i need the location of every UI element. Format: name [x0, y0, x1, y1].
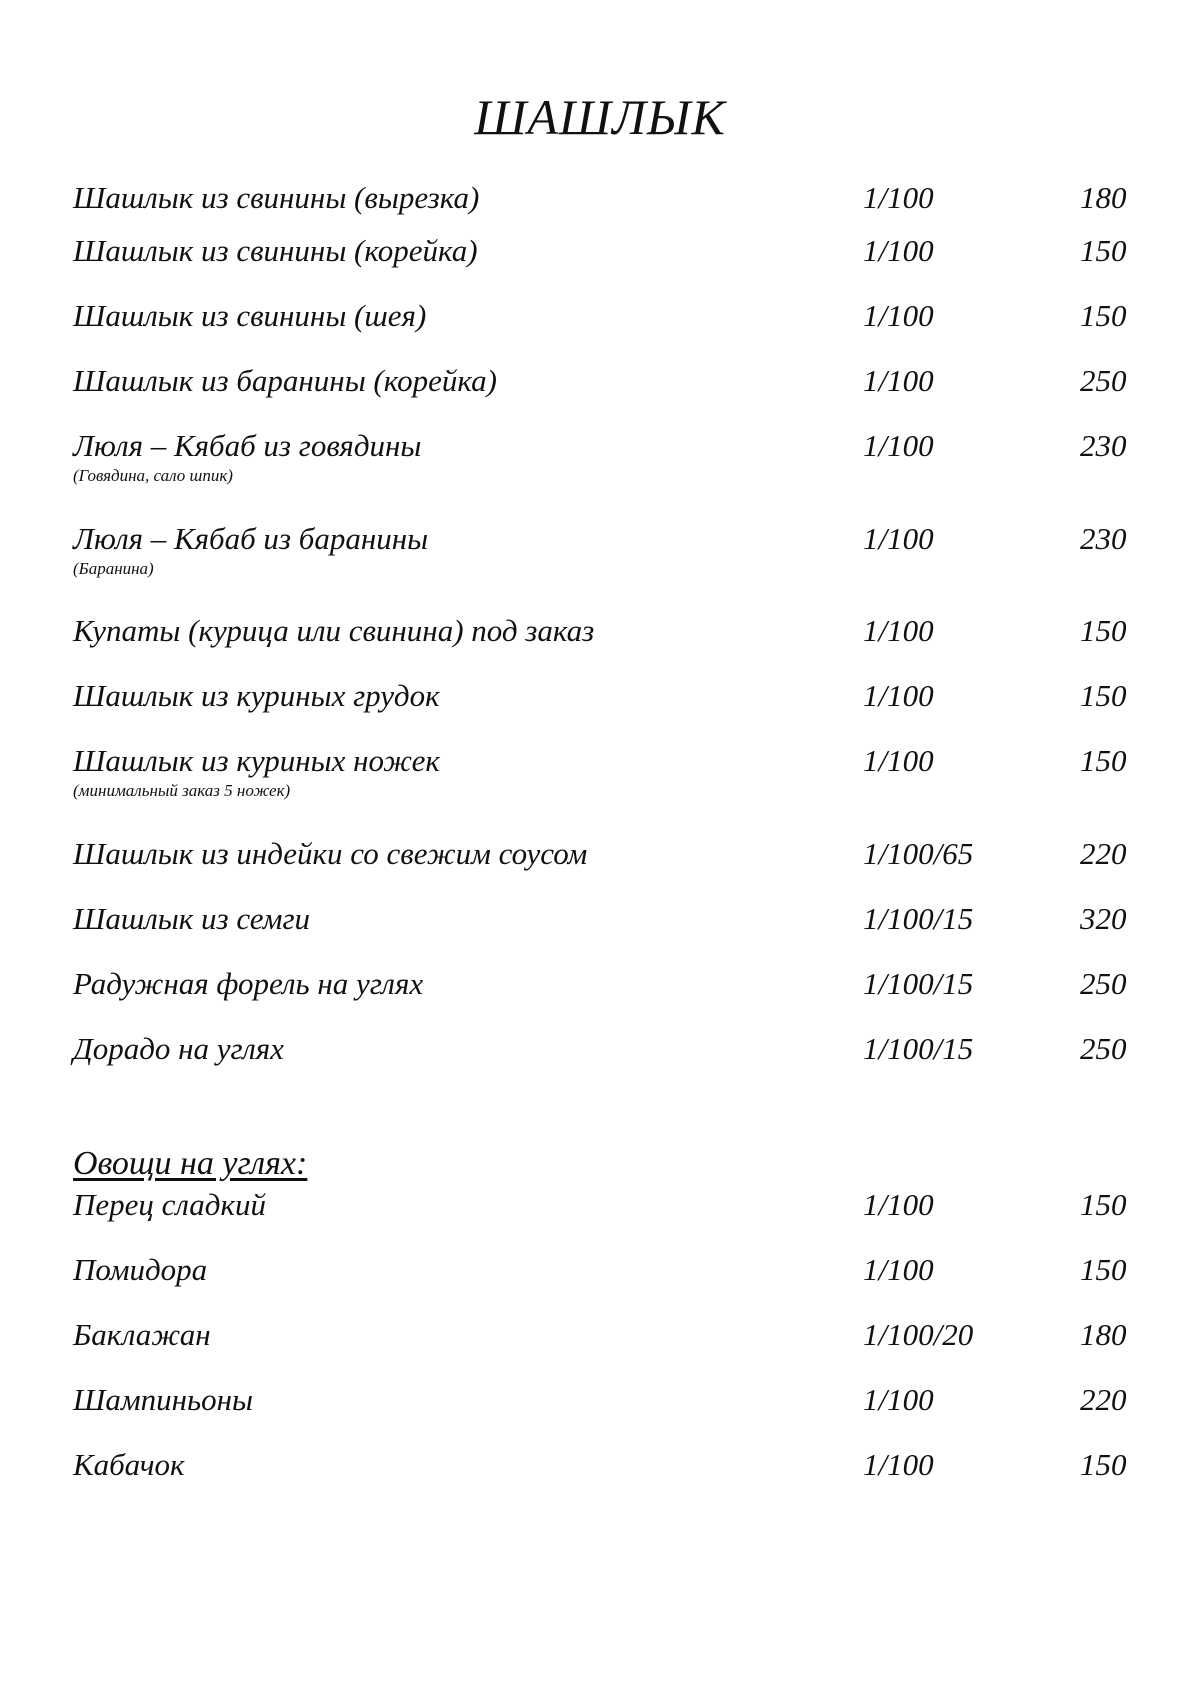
menu-item — [0, 1382, 1200, 1422]
item-name: Помидора — [73, 1252, 208, 1287]
item-price: 220 — [1080, 1382, 1127, 1417]
item-portion: 1/100 — [863, 613, 934, 648]
item-portion: 1/100 — [863, 233, 934, 268]
item-price: 150 — [1080, 743, 1127, 778]
menu-item — [0, 901, 1200, 941]
item-name: Шашлык из индейки со свежим соусом — [73, 836, 588, 871]
item-price: 150 — [1080, 678, 1127, 713]
item-portion: 1/100 — [863, 1382, 934, 1417]
vegetables-heading: Овощи на углях: — [73, 1145, 308, 1182]
item-price: 180 — [1080, 180, 1127, 215]
menu-item — [0, 1252, 1200, 1292]
item-note: (минимальный заказ 5 ножек) — [73, 781, 291, 800]
item-portion: 1/100 — [863, 428, 934, 463]
item-portion: 1/100 — [863, 1447, 934, 1482]
item-price: 150 — [1080, 1187, 1127, 1222]
item-portion: 1/100/65 — [863, 836, 974, 871]
item-price: 230 — [1080, 521, 1127, 556]
item-price: 250 — [1080, 363, 1127, 398]
item-portion: 1/100/20 — [863, 1317, 974, 1352]
item-price: 150 — [1080, 298, 1127, 333]
item-name: Люля – Кябаб из говядины — [73, 428, 422, 463]
item-price: 180 — [1080, 1317, 1127, 1352]
menu-item — [0, 1317, 1200, 1357]
menu-item — [0, 836, 1200, 876]
item-name: Шампиньоны — [73, 1382, 253, 1417]
item-price: 250 — [1080, 966, 1127, 1001]
page-title: ШАШЛЫК — [474, 89, 726, 145]
item-name: Шашлык из баранины (корейка) — [73, 363, 497, 398]
item-portion: 1/100/15 — [863, 901, 974, 936]
menu-item — [0, 363, 1200, 403]
item-price: 220 — [1080, 836, 1127, 871]
item-price: 320 — [1080, 901, 1127, 936]
item-name: Радужная форель на углях — [73, 966, 424, 1001]
menu-item — [0, 966, 1200, 1006]
item-price: 150 — [1080, 1447, 1127, 1482]
item-name: Шашлык из семги — [73, 901, 311, 936]
item-note: (Говядина, сало шпик) — [73, 466, 233, 485]
menu-item — [0, 233, 1200, 273]
item-portion: 1/100 — [863, 521, 934, 556]
item-portion: 1/100 — [863, 298, 934, 333]
menu-item — [0, 298, 1200, 338]
item-name: Шашлык из свинины (шея) — [73, 298, 427, 333]
item-note: (Баранина) — [73, 559, 154, 578]
menu-item — [0, 613, 1200, 653]
menu-item — [0, 428, 1200, 485]
item-portion: 1/100 — [863, 678, 934, 713]
item-name: Шашлык из свинины (корейка) — [73, 233, 478, 268]
menu-item — [0, 1187, 1200, 1227]
item-name: Шашлык из свинины (вырезка) — [73, 180, 480, 215]
item-price: 230 — [1080, 428, 1127, 463]
item-price: 150 — [1080, 1252, 1127, 1287]
item-price: 150 — [1080, 233, 1127, 268]
item-portion: 1/100 — [863, 180, 934, 215]
menu-item — [0, 1031, 1200, 1071]
item-name: Люля – Кябаб из баранины — [73, 521, 429, 556]
item-name: Перец сладкий — [73, 1187, 266, 1222]
item-portion: 1/100/15 — [863, 966, 974, 1001]
item-price: 250 — [1080, 1031, 1127, 1066]
item-portion: 1/100 — [863, 743, 934, 778]
menu-item — [0, 180, 1200, 220]
item-name: Дорадо на углях — [73, 1031, 284, 1066]
item-portion: 1/100 — [863, 363, 934, 398]
menu-item — [0, 743, 1200, 800]
item-portion: 1/100 — [863, 1252, 934, 1287]
item-name: Купаты (курица или свинина) под заказ — [73, 613, 595, 648]
menu-item — [0, 678, 1200, 718]
menu-item — [0, 1447, 1200, 1487]
item-price: 150 — [1080, 613, 1127, 648]
item-portion: 1/100 — [863, 1187, 934, 1222]
item-name: Кабачок — [73, 1447, 185, 1482]
menu-item — [0, 521, 1200, 578]
item-name: Баклажан — [73, 1317, 211, 1352]
item-name: Шашлык из куриных грудок — [73, 678, 440, 713]
item-portion: 1/100/15 — [863, 1031, 974, 1066]
item-name: Шашлык из куриных ножек — [73, 743, 440, 778]
